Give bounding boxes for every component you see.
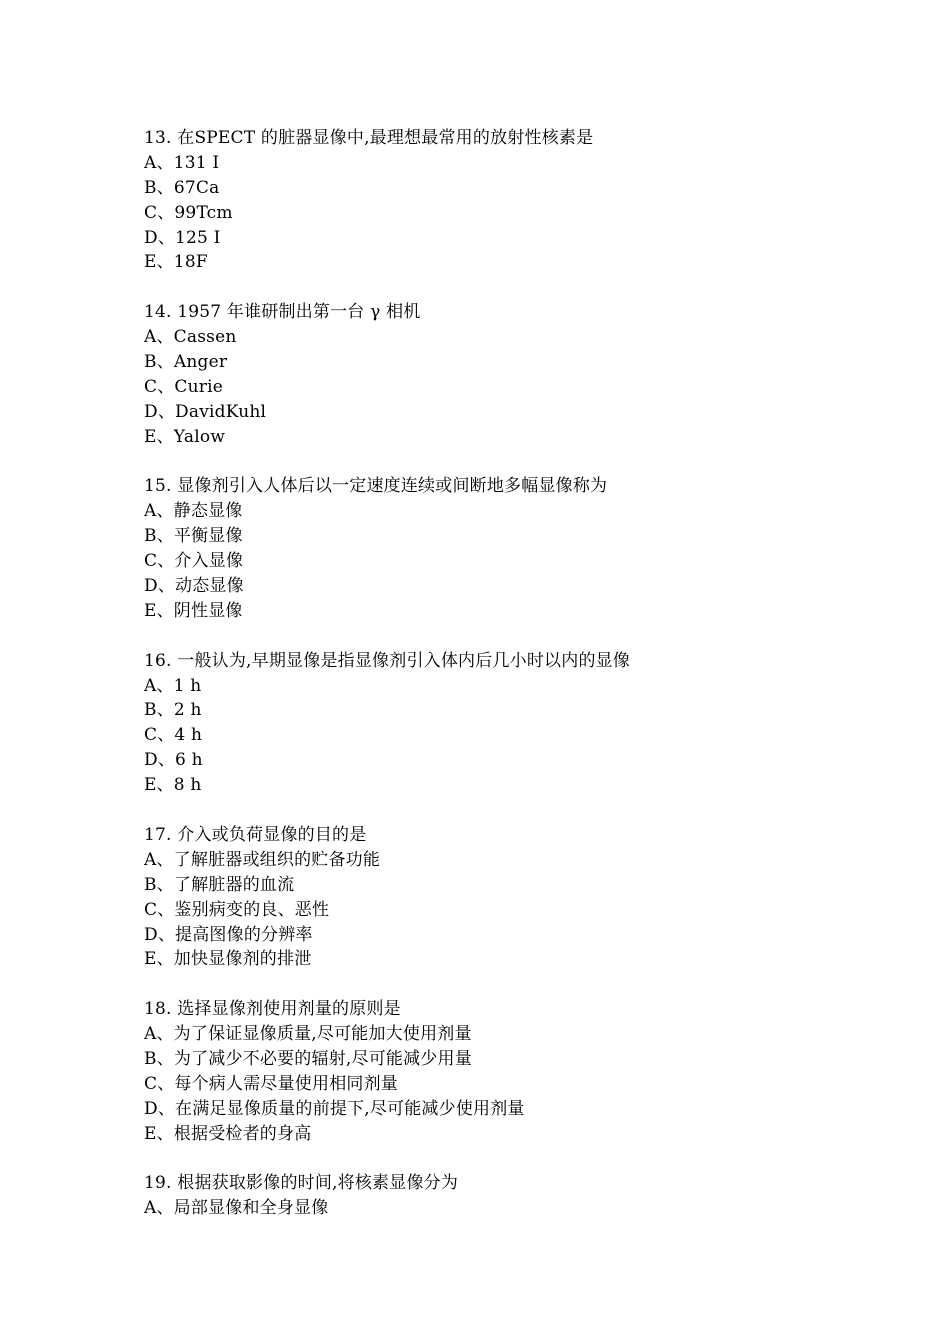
option-d: D、提高图像的分辨率	[144, 924, 313, 945]
option-b: B、67Ca	[144, 177, 220, 198]
question-19	[144, 1171, 864, 1221]
question-stem: 15. 显像剂引入人体后以一定速度连续或间断地多幅显像称为	[144, 476, 608, 497]
question-18	[144, 997, 864, 1146]
option-d: D、125 I	[144, 227, 221, 248]
option-b: B、为了减少不必要的辐射,尽可能减少用量	[144, 1048, 472, 1069]
option-a: A、131 I	[144, 152, 220, 173]
option-e: E、根据受检者的身高	[144, 1123, 312, 1144]
option-b: B、了解脏器的血流	[144, 874, 295, 895]
option-e: E、Yalow	[144, 426, 226, 447]
question-stem: 19. 根据获取影像的时间,将核素显像分为	[144, 1173, 459, 1194]
question-stem: 16. 一般认为,早期显像是指显像剂引入体内后几小时以内的显像	[144, 650, 631, 671]
option-e: E、8 h	[144, 775, 202, 796]
option-e: E、18F	[144, 252, 208, 273]
option-b: B、平衡显像	[144, 526, 243, 547]
option-a: A、为了保证显像质量,尽可能加大使用剂量	[144, 1024, 472, 1045]
option-c: C、4 h	[144, 725, 203, 746]
option-c: C、每个病人需尽量使用相同剂量	[144, 1073, 399, 1094]
option-b: B、2 h	[144, 700, 202, 721]
option-d: D、6 h	[144, 750, 203, 771]
option-d: D、DavidKuhl	[144, 401, 267, 422]
question-stem: 18. 选择显像剂使用剂量的原则是	[144, 999, 401, 1020]
option-a: A、静态显像	[144, 501, 243, 522]
question-16	[144, 649, 864, 798]
question-15	[144, 474, 864, 623]
option-c: C、99Tcm	[144, 202, 233, 223]
option-c: C、介入显像	[144, 551, 244, 572]
question-13	[144, 126, 864, 275]
option-b: B、Anger	[144, 352, 228, 373]
option-e: E、加快显像剂的排泄	[144, 949, 312, 970]
question-stem: 17. 介入或负荷显像的目的是	[144, 824, 367, 845]
option-e: E、阴性显像	[144, 600, 243, 621]
question-list	[144, 126, 864, 1246]
option-c: C、鉴别病变的良、恶性	[144, 899, 330, 920]
question-14	[144, 300, 864, 449]
option-a: A、了解脏器或组织的贮备功能	[144, 849, 381, 870]
option-a: A、1 h	[144, 675, 202, 696]
option-a: A、局部显像和全身显像	[144, 1198, 329, 1219]
option-d: D、在满足显像质量的前提下,尽可能减少使用剂量	[144, 1098, 525, 1119]
option-a: A、Cassen	[144, 327, 237, 348]
question-stem: 13. 在SPECT 的脏器显像中,最理想最常用的放射性核素是	[144, 128, 594, 148]
question-17	[144, 823, 864, 972]
option-c: C、Curie	[144, 376, 223, 397]
option-d: D、动态显像	[144, 576, 244, 597]
question-stem: 14. 1957 年谁研制出第一台 γ 相机	[144, 302, 421, 323]
